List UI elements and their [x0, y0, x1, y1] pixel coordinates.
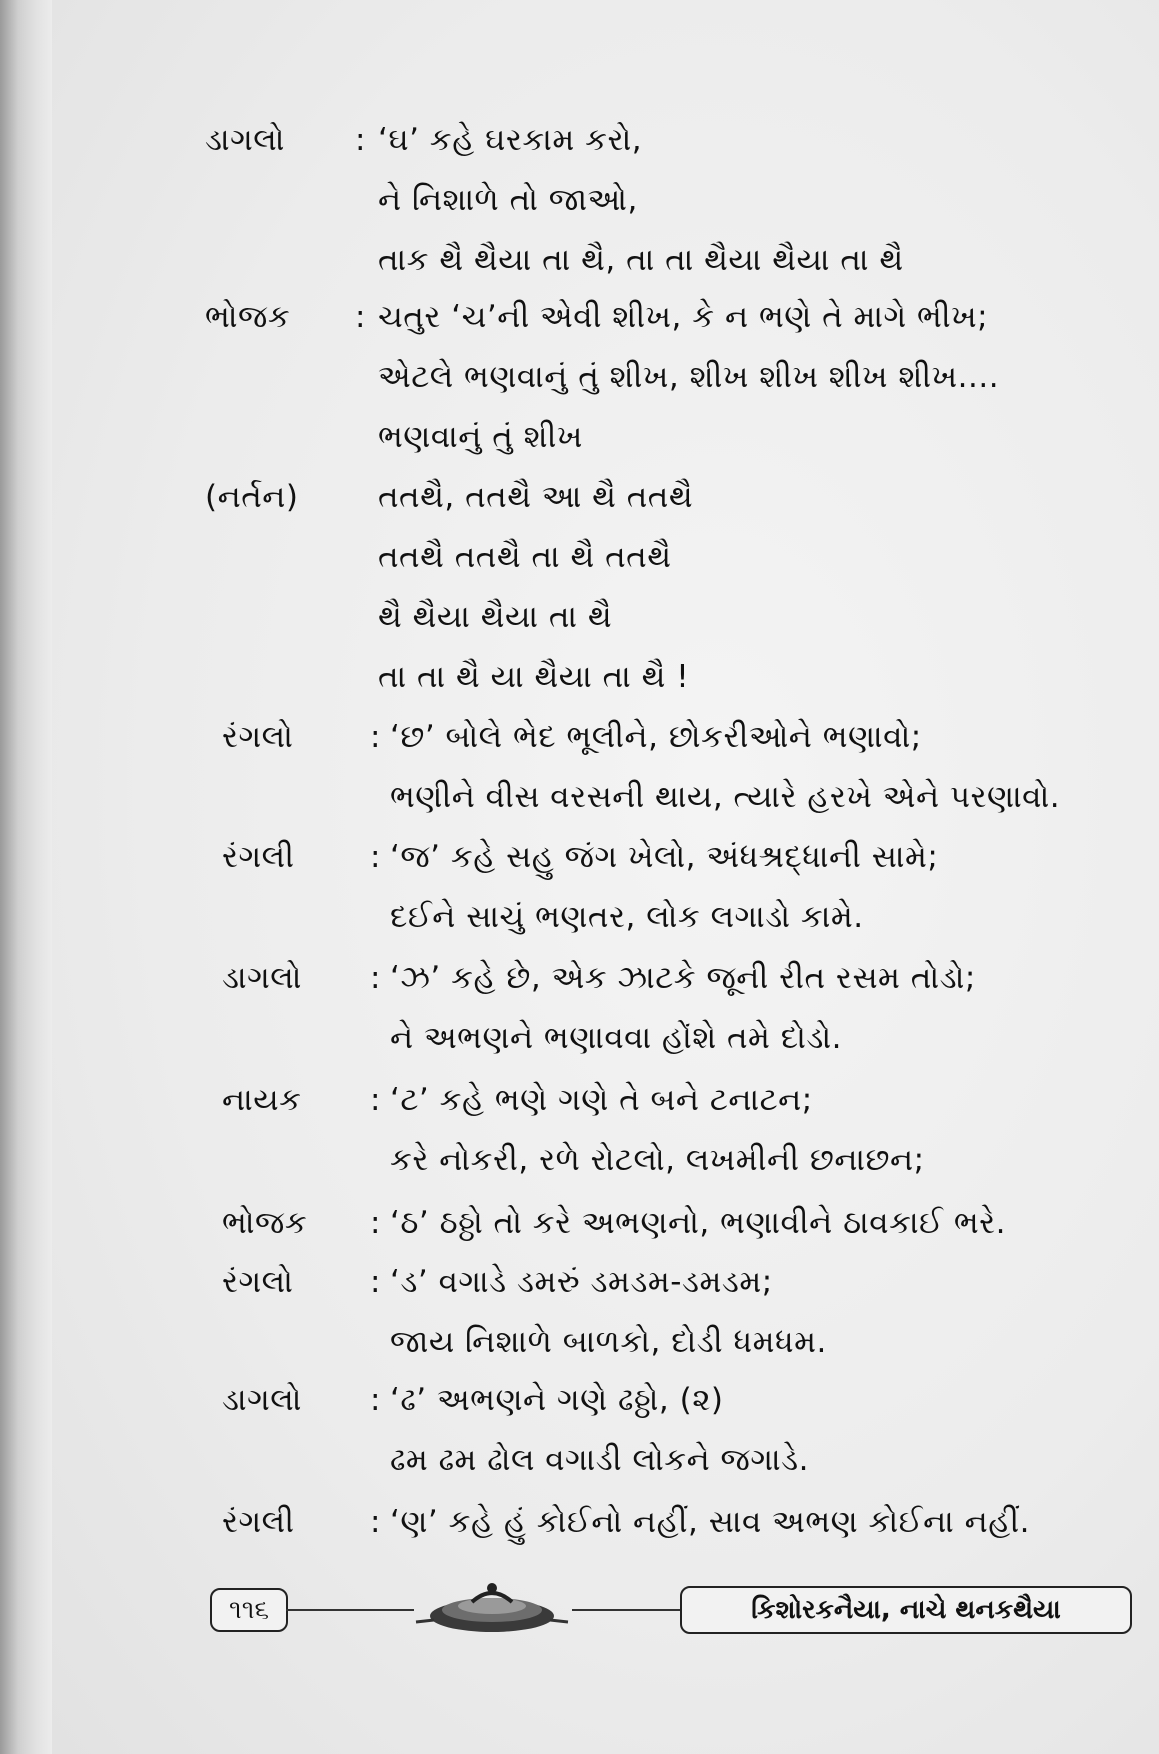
dialogue-text: એટલે ભણવાનું તું શીખ, શીખ શીખ શીખ શીખ....	[378, 359, 1000, 395]
speaker-name: ભોજક	[205, 299, 291, 335]
dialogue-text: ‘ઘ’ કહે ઘરકામ કરો,	[378, 122, 643, 158]
speaker-name: રંગલો	[222, 1264, 294, 1300]
speaker-colon: :	[370, 719, 381, 755]
dialogue-text: ‘ઢ’ અભણને ગણે ઢઠ્ઠો, (૨)	[390, 1382, 724, 1418]
dialogue-text: ‘જ’ કહે સહુ જંગ ખેલો, અંધશ્રદ્ધાની સામે;	[390, 839, 939, 875]
script-line	[0, 240, 1159, 280]
script-line	[0, 597, 1159, 637]
dialogue-text: ‘ડ’ વગાડે ડમરું ડમડમ-ડમડમ;	[390, 1264, 773, 1300]
dialogue-text: ભણીને વીસ વરસની થાય, ત્યારે હરખે એને પરણાવો.	[390, 779, 1061, 815]
dialogue-text: થૈ થૈયા થૈયા તા થૈ	[378, 599, 613, 635]
speaker-name: રંગલો	[222, 719, 294, 755]
book-title: કિશોરકનૈયા, નાચે થનકથૈયા	[680, 1586, 1132, 1634]
speaker-name: રંગલી	[222, 1504, 295, 1540]
dialogue-text: તતથૈ તતથૈ તા થૈ તતથૈ	[378, 539, 672, 575]
dialogue-text: ‘ઝ’ કહે છે, એક ઝાટકે જૂની રીત રસમ તોડો;	[390, 960, 976, 996]
speaker-name: ડાગલો	[222, 1382, 302, 1418]
dialogue-text: ચતુર ‘ચ’ની એવી શીખ, કે ન ભણે તે માગે ભીખ;	[378, 299, 989, 335]
footer-rule-right	[572, 1609, 682, 1611]
speaker-colon: :	[355, 122, 366, 158]
dialogue-text: ‘ઠ’ ઠઠ્ઠો તો કરે અભણનો, ભણાવીને ઠાવકાઈ ભરે.	[390, 1205, 1007, 1241]
script-line	[0, 837, 1159, 877]
speaker-colon: :	[370, 1205, 381, 1241]
script-line	[0, 1203, 1159, 1243]
drum-ornament-icon	[412, 1580, 572, 1636]
script-line	[0, 477, 1159, 517]
page-footer	[0, 1580, 1159, 1640]
script-line	[0, 1080, 1159, 1120]
speaker-name: (નર્તન)	[205, 479, 299, 515]
speaker-colon: :	[370, 1504, 381, 1540]
speaker-colon: :	[370, 1082, 381, 1118]
script-line	[0, 717, 1159, 757]
dialogue-text: ‘ણ’ કહે હું કોઈનો નહીં, સાવ અભણ કોઈના નહીં.	[390, 1504, 1030, 1540]
dialogue-text: કરે નોકરી, રળે રોટલો, લખમીની છનાછન;	[390, 1142, 925, 1178]
script-line	[0, 120, 1159, 160]
script-line	[0, 1018, 1159, 1058]
script-line	[0, 897, 1159, 937]
speaker-colon: :	[370, 1382, 381, 1418]
speaker-name: રંગલી	[222, 839, 295, 875]
dialogue-text: ભણવાનું તું શીખ	[378, 419, 583, 455]
script-line	[0, 180, 1159, 220]
speaker-colon: :	[370, 839, 381, 875]
speaker-colon: :	[355, 299, 366, 335]
speaker-name: ડાગલો	[222, 960, 302, 996]
script-line	[0, 537, 1159, 577]
dialogue-text: ‘ટ’ કહે ભણે ગણે તે બને ટનાટન;	[390, 1082, 813, 1118]
dialogue-text: ને નિશાળે તો જાઓ,	[378, 182, 638, 218]
dialogue-text: ‘છ’ બોલે ભેદ ભૂલીને, છોકરીઓને ભણાવો;	[390, 719, 922, 755]
dialogue-text: તતથૈ, તતથૈ આ થૈ તતથૈ	[378, 479, 694, 515]
speaker-name: નાયક	[222, 1082, 302, 1118]
speaker-colon: :	[370, 1264, 381, 1300]
dialogue-text: દઈને સાચું ભણતર, લોક લગાડો કામે.	[390, 899, 864, 935]
script-line	[0, 777, 1159, 817]
script-line	[0, 958, 1159, 998]
dialogue-text: તાક થૈ થૈયા તા થૈ, તા તા થૈયા થૈયા તા થૈ	[378, 242, 904, 278]
script-line	[0, 1502, 1159, 1542]
dialogue-text: ને અભણને ભણાવવા હોંશે તમે દોડો.	[390, 1020, 842, 1056]
speaker-name: ડાગલો	[205, 122, 285, 158]
script-line	[0, 1322, 1159, 1362]
script-line	[0, 417, 1159, 457]
speaker-name: ભોજક	[222, 1205, 308, 1241]
dialogue-text: તા તા થૈ યા થૈયા તા થૈ !	[378, 659, 690, 695]
script-line	[0, 657, 1159, 697]
script-line	[0, 297, 1159, 337]
footer-rule-left	[286, 1609, 414, 1611]
script-line	[0, 357, 1159, 397]
script-line	[0, 1380, 1159, 1420]
speaker-colon: :	[370, 960, 381, 996]
script-line	[0, 1140, 1159, 1180]
script-line	[0, 1262, 1159, 1302]
dialogue-text: જાય નિશાળે બાળકો, દોડી ધમધમ.	[390, 1324, 827, 1360]
script-line	[0, 1440, 1159, 1480]
dialogue-text: ઢમ ઢમ ઢોલ વગાડી લોકને જગાડે.	[390, 1442, 809, 1478]
page-number: ૧૧૬	[210, 1588, 288, 1632]
